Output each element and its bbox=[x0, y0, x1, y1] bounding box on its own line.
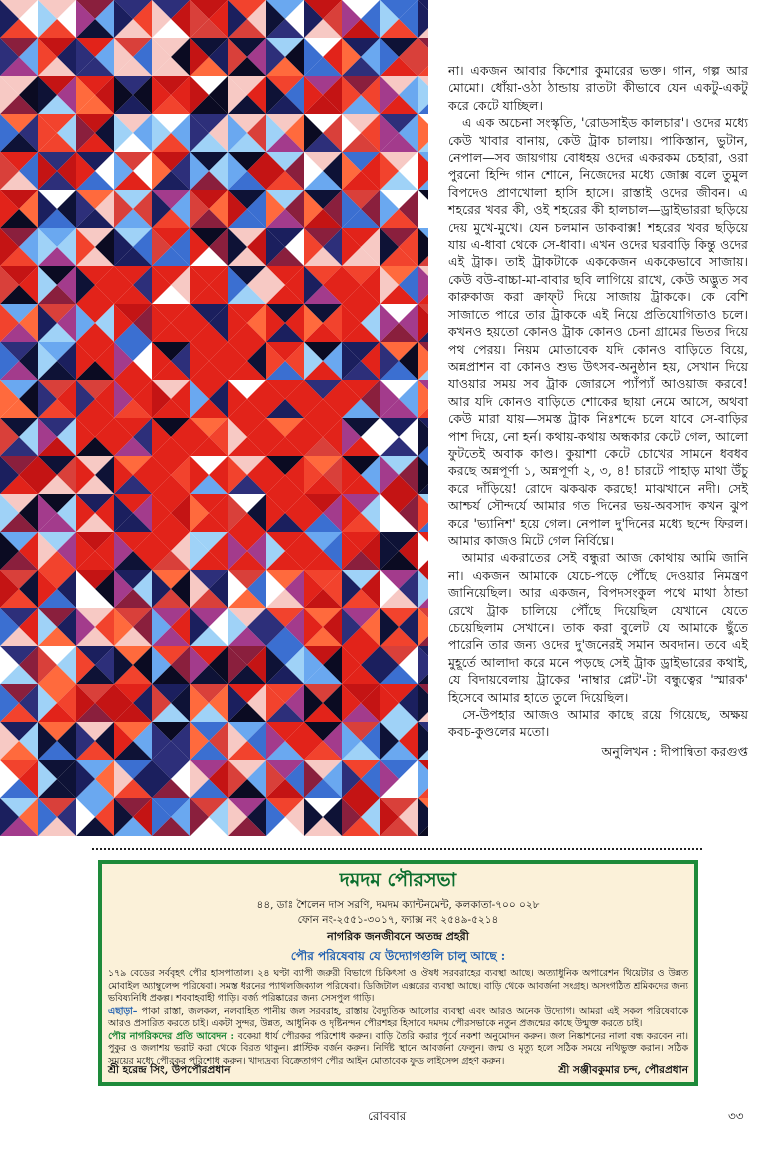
ad-services-text: ১৭৯ বেডের সর্ববৃহৎ পৌর হাসপাতাল। ২৪ ঘণ্টা ব্যাপী জরুরী বিভাগে চিকিৎসা ও ঔষধ সরবরাহের ব্যবস্থা আছে। অত্যাধুনিক অপারেশন থিয়েটার ও উন্নত মোবাইল অ্যাম্বুলেন্স পরিষেবা। সমস্ত ধরনের প্যাথলজিক্যাল পরিষেবা। ডিজিটাল এক্সরের ব্যবস্থা আছে। বাড়ি থেকে আবর্জনা সংগ্রহ। অসংগঠিত শ্রমিকদের জন্য ভবিষ্যনিধি প্রকল্প। শববাহবাহী গাড়ি। বর্জ্য পরিষ্কারের জন্য সেসপুল গাড়ি। bbox=[108, 968, 688, 1004]
article-paragraph: এ এক অচেনা সংস্কৃতি, 'রোডসাইড কালচার'। ওদের মধ্যে কেউ খাবার বানায়, কেউ ট্রাক চালায়। পাকিস্তান, ভুটান, নেপাল—সব জায়গায় বোধহয় ওদের একরকম চেহারা, ওরা পুরনো হিন্দি গান শোনে, নিজেদের মধ্যে জোক্স বলে তুমুল বিপদেও প্রাণখোলা হাসি হাসে। রাস্তাই ওদের জীবন। এ শহরের খবর কী, ওই শহরের কী হালচাল—ড্রাইভাররা ছড়িয়ে দেয় মুখে-মুখে। যেন চলমান ডাকবাক্স! শহরের খবর ছড়িয়ে যায় এ-ধাবা থেকে সে-ধাবা। এখন ওদের ঘরবাড়ি কিন্তু ওদের এই ট্রাক। তাই ট্রাকটাকে এককেজন এককেভাবে সাজায়। কেউ বউ-বাচ্চা-মা-বাবার ছবি লাগিয়ে রাখে, কেউ অদ্ভুত সব কারুকাজ করা ক্রাফ্‌ট দিয়ে সাজায় ট্রাককে। কে বেশি সাজাতে পারে তার ট্রাককে এই নিয়ে প্রতিযোগিতাও চলে। কখনও হয়তো কোনও ট্রাক কোনও চেনা গ্রামের ভিতর দিয়ে পথ পেরয়। নিয়ম মোতাবেক যদি কোনও বাড়িতে বিয়ে, অন্নপ্রাশন বা কোনও শুভ উৎসব-অনুষ্ঠান হয়, সেখান দিয়ে যাওয়ার সময় সব ট্রাক জোরসে প্যাঁপ্যাঁ আওয়াজ করবে! আর যদি কোনও বাড়িতে শোকের ছায়া নেমে আসে, অথবা কেউ মারা যায়—সমস্ত ট্রাক নিঃশব্দে চলে যাবে সে-বাড়ির পাশ দিয়ে, নো হর্ন। কথায়-কথায় অন্ধকার কেটে গেল, আলো ফুটতেই অবাক কাণ্ড। কুয়াশা কেটে চোখের সামনে ধবধব করছে অন্নপূর্ণা ১, অন্নপূর্ণা ২, ৩, ৪! চারটে পাহাড় মাথা উঁচু করে দাঁড়িয়ে! রোদে ঝকঝক করছে! মাঝখানে নদী। সেই আশ্চর্য সৌন্দর্যে আমার গত দিনের ভয়-অবসাদ কখন ঝুপ করে 'ভ্যানিশ' হয়ে গেল। নেপাল দু'দিনের মধ্যে ছন্দে ফিরল। আমার কাজও মিটে গেল নির্বিঘ্নে। bbox=[448, 115, 748, 548]
ad-extra bbox=[102, 1006, 694, 1031]
page-number: ৩৩ bbox=[728, 1109, 744, 1123]
municipality-advertisement bbox=[98, 860, 698, 1086]
signatory-deputy: শ্রী হরেন্দ্র সিং, উপপৌরপ্রধান bbox=[108, 1064, 231, 1076]
article-paragraph: সে-উপহার আজও আমার কাছে রয়ে গিয়েছে, অক্ষয় কবচ-কুণ্ডলের মতো। bbox=[448, 707, 748, 740]
ad-address: ৪৪, ডাঃ শৈলেন দাস সরণি, দমদম ক্যান্টনমেন্ট, কলকাতা-৭০০ ০২৮ bbox=[256, 899, 540, 911]
byline: অনুলিখন : দীপান্বিতা করগুপ্ত bbox=[601, 743, 748, 759]
footer-label: রোববার bbox=[368, 1109, 407, 1123]
ad-signatories bbox=[108, 1063, 688, 1080]
ad-extra-label: এছাড়া– bbox=[108, 1005, 138, 1017]
article-column bbox=[448, 62, 748, 760]
ad-services-heading: পৌর পরিষেবায় যে উদ্যোগগুলি চালু আছে : bbox=[290, 949, 506, 963]
signatory-chairman: শ্রী সঞ্জীবকুমার চন্দ, পৌরপ্রধান bbox=[558, 1064, 688, 1076]
ad-appeal-text: বকেয়া ধার্য পৌরকর পরিশোধ করুন। বাড়ি তৈরি করার পূর্বে নকশা অনুমোদন করুন। জল নিষ্কাশনের নালা বন্ধ করবেন না। পুকুর ও জলাশয় ভরাট করা থেকে বিরত থাকুন। প্লাস্টিক বর্জন করুন। নির্দিষ্ট স্থানে আবর্জনা ফেলুন। জন্ম ও মৃত্যু হলে সঠিক সময়ে নথিভুক্ত করান। সঠিক সময়ের মধ্যে পৌরকর পরিশোধ করুন। খাদ্যদ্রব্য বিক্রেতাগণ পৌর আইন মোতাবেক ফুড লাইসেন্স গ্রহণ করুন। bbox=[108, 1030, 688, 1067]
dotted-divider bbox=[92, 848, 702, 850]
ad-motto: নাগরিক জনজীবনে অতন্দ্র প্রহরী bbox=[327, 930, 469, 943]
article-paragraph: না। একজন আবার কিশোর কুমারের ভক্ত। গান, গল্প আর মোমো। ধোঁয়া-ওঠা ঠান্ডায় রাতটা কীভাবে যেন একটু-একটু করে কেটে যাচ্ছিল। bbox=[448, 63, 748, 113]
article-paragraph: আমার একরাতের সেই বন্ধুরা আজ কোথায় আমি জানি না। একজন আমাকে যেচে-পড়ে পৌঁছে দেওয়ার নিমন্ত্রণ জানিয়েছিল। আর একজন, বিপদসংকুল পথে মাথা ঠান্ডা রেখে ট্রাক চালিয়ে পৌঁছে দিয়েছিল যেখানে যেতে চেয়েছিলাম সেখানে। তাক করা বুলেট যে আমাকে ছুঁতে পারেনি তার জন্য ওদের দু'জনেরই সমান অবদান। তবে এই মুহূর্তে আলাদা করে মনে পড়ছে সেই ট্রাক ড্রাইভারের কথাই, যে বিদায়বেলায় ট্রাকের 'নাম্বার প্লেট'-টা বন্ধুত্বের 'স্মারক' হিসেবে আমার হাতে তুলে দিয়েছিল। bbox=[448, 550, 748, 705]
ad-appeal-label: পৌর নাগরিকদের প্রতি আবেদন : bbox=[108, 1030, 234, 1042]
ad-title: দমদম পৌরসভা bbox=[339, 869, 457, 891]
ad-phone: ফোন নং-২৫৫১-৩০১৭, ফ্যাক্স নং ২৫৪৯-৫২১৪ bbox=[297, 914, 499, 926]
ad-extra-text: পাকা রাস্তা, জলকল, নলবাহিত পানীয় জল সরবরাহ, রাস্তায় বৈদ্যুতিক আলোর ব্যবস্থা এবং আরও অনেক উদ্যোগ। আমরা এই সকল পরিষেবাকে আরও প্রসারিত করতে চাই। একটা সুন্দর, উন্নত, আধুনিক ও দৃষ্টিনন্দন পৌরশহর হিসাবে দমদম পৌরসভাকে নতুন প্রজন্মের কাছে উন্মুক্ত করতে চাই। bbox=[108, 1005, 688, 1029]
decorative-mosaic-image bbox=[0, 0, 428, 836]
